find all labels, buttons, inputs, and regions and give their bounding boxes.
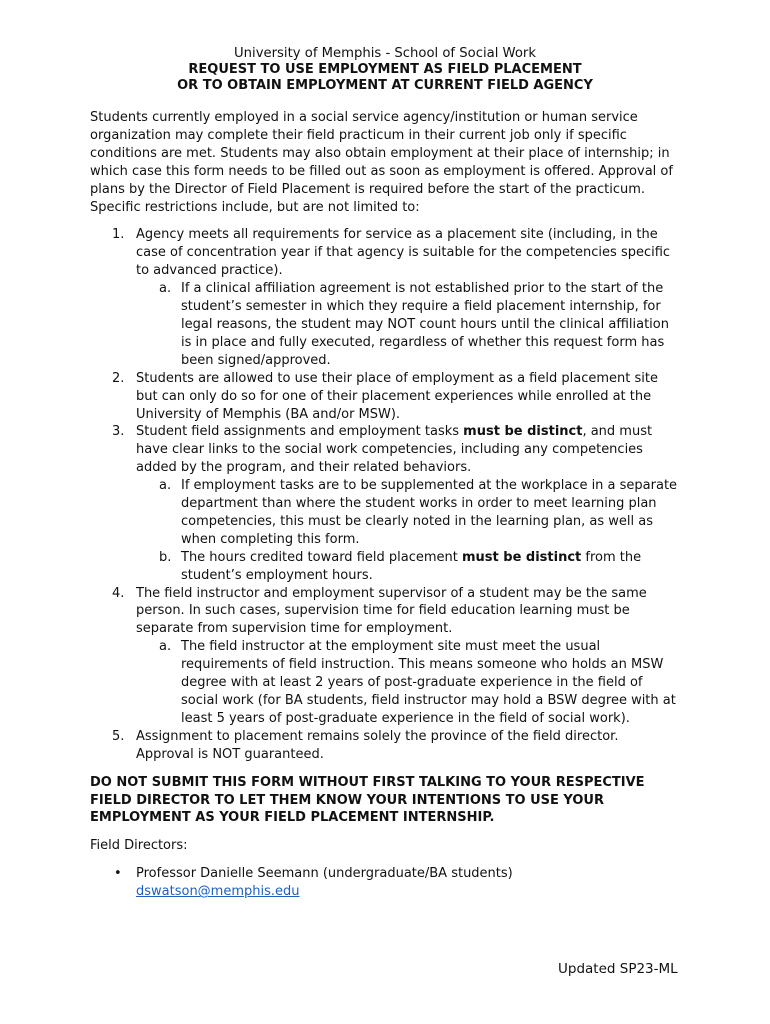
updated-footer: Updated SP23-ML: [558, 961, 678, 977]
director-email-link[interactable]: dswatson@memphis.edu: [136, 884, 300, 900]
restrictions-list: [90, 226, 680, 763]
title-line-2: OR TO OBTAIN EMPLOYMENT AT CURRENT FIELD AGENCY: [177, 78, 593, 93]
item-number: 5.: [112, 728, 125, 744]
list-item: [90, 728, 680, 764]
sub-item-letter: a.: [159, 639, 172, 655]
sub-item-text: If a clinical affiliation agreement is not established prior to the start of the student’s semester in which they require a field placement internship, for legal reasons, the student may NOT count hours until the clinical affiliation is in place and fully executed, regardless of whether this request form has been signed/approved.: [181, 281, 669, 368]
warning-notice: DO NOT SUBMIT THIS FORM WITHOUT FIRST TALKING TO YOUR RESPECTIVE FIELD DIRECTOR TO LET THEM KNOW YOUR INTENTIONS TO USE YOUR EMPLOYMENT AS YOUR FIELD PLACEMENT INTERNSHIP.: [90, 774, 645, 826]
field-directors-list: [90, 865, 680, 901]
sub-list-item: [136, 638, 680, 728]
item-number: 3.: [112, 424, 125, 440]
university-line: University of Memphis - School of Social Work: [234, 46, 536, 61]
item-number: 2.: [112, 370, 125, 386]
title-line-1: REQUEST TO USE EMPLOYMENT AS FIELD PLACEMENT: [188, 62, 582, 77]
list-item: [90, 370, 680, 424]
item-text: Assignment to placement remains solely the province of the field director. Approval is NOT guaranteed.: [136, 728, 619, 762]
sub-list-item: [136, 549, 680, 585]
sub-item-text-start: The hours credited toward field placement: [181, 549, 462, 565]
sub-item-text-end: from the student’s employment hours.: [181, 549, 642, 583]
sub-list: [136, 280, 680, 370]
sub-item-letter: b.: [159, 549, 172, 565]
item-text: Students are allowed to use their place of employment as a field placement site but can only do so for one of their placement experiences while enrolled at the University of Memphis (BA and/or MSW).: [136, 370, 658, 422]
field-directors-label: Field Directors:: [90, 838, 188, 854]
item-number: 4.: [112, 585, 125, 601]
item-text: The field instructor and employment supervisor of a student may be the same person. In such cases, supervision time for field education learning must be separate from supervision time for employment.: [136, 585, 647, 637]
sub-item-letter: a.: [159, 281, 172, 297]
intro-paragraph: Students currently employed in a social service agency/institution or human service organization may complete their field practicum in their current job only if specific conditions are met. Students may also obtain employment at their place of internship; in which case this form needs to be filled out as soon as employment is offered. Approval of plans by the Director of Field Placement is required before the start of the practicum. Specific restrictions include, but are not limited to:: [90, 110, 673, 215]
bullet-icon: •: [114, 866, 122, 882]
item-number: 1.: [112, 227, 125, 243]
sub-list-item: [136, 280, 680, 370]
document-header: [90, 46, 680, 94]
item-text-end: , and must have clear links to the social work competencies, including any competencies added by the program, and their related behaviors.: [136, 424, 653, 476]
list-item: [90, 226, 680, 369]
sub-item-text: If employment tasks are to be supplemented at the workplace in a separate department than where the student works in order to meet learning plan competencies, this must be clearly noted in the learning plan, as well as when completing this form.: [181, 478, 678, 547]
sub-list: [136, 477, 680, 584]
list-item: [90, 423, 680, 584]
director-item: [90, 865, 680, 901]
item-text-start: Student field assignments and employment tasks: [136, 424, 464, 440]
director-name: Professor Danielle Seemann (undergraduate/BA students): [136, 866, 513, 882]
sub-item-text-emphasis: must be distinct: [461, 549, 582, 565]
sub-item-text: The field instructor at the employment site must meet the usual requirements of field instruction. This means someone who holds an MSW degree with at least 2 years of post-graduate experience in the field of social work (for BA students, field instructor may hold a BSW degree with at least 5 years of post-graduate experience in the field of social work).: [181, 639, 676, 726]
sub-list-item: [136, 477, 680, 549]
sub-item-letter: a.: [159, 478, 172, 494]
document-page: [90, 46, 680, 901]
item-text: Agency meets all requirements for service as a placement site (including, in the case of concentration year if that agency is suitable for the competencies specific to advanced practice).: [136, 227, 671, 279]
list-item: [90, 585, 680, 728]
sub-list: [136, 638, 680, 728]
item-text-emphasis: must be distinct: [463, 424, 583, 440]
